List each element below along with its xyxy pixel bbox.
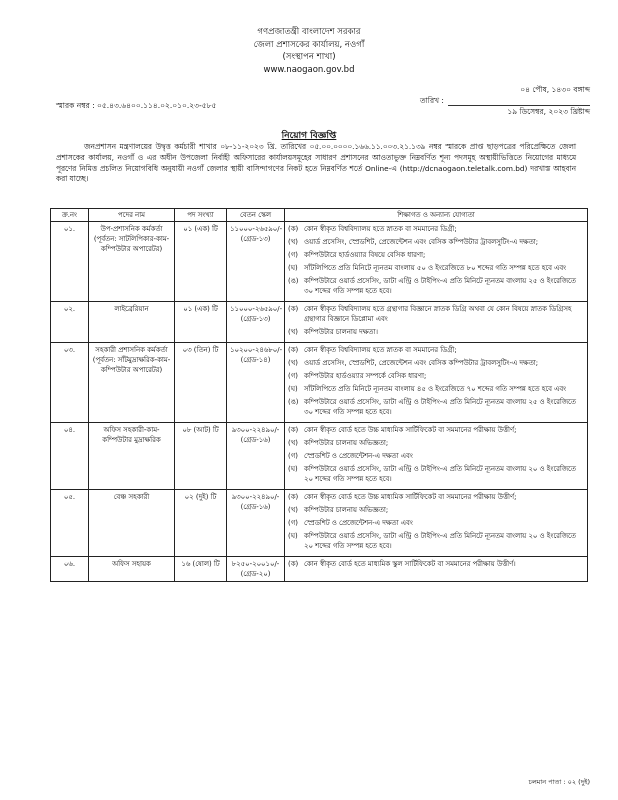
row-qualifications: [285, 557, 588, 582]
section-name: (সংস্থাপন শাখা): [282, 52, 336, 62]
qualification-text: সাঁটলিপিতে প্রতি মিনিটে ন্যূনতম বাংলায় ৪৫ ও ইংরেজিতে ৭০ শব্দের গতি সম্পন্ন হতে হবে এবং: [304, 385, 567, 393]
row-qualifications: [285, 222, 588, 302]
row-sl: ০৬.: [51, 557, 89, 582]
qualification-mark: (ক): [288, 560, 299, 568]
row-scale: ১১০০০-২৬৫৯০/- (গ্রেড-১৩): [227, 302, 285, 343]
row-count: ০৮ (আট) টি: [175, 423, 227, 490]
header-count: পদ সংখ্যা: [175, 209, 227, 222]
row-post: সহকারী প্রশাসনিক কর্মকর্তা (পূর্বতন: সাঁটমুদ্রাক্ষরিক-কাম-কম্পিউটার অপারেটর): [89, 343, 175, 423]
continuation-note: চলমান পাতা : ০২ (দুই): [528, 778, 590, 786]
row-sl: ০১.: [51, 222, 89, 302]
header-sl: ক্র.নং: [51, 209, 89, 222]
qualification-text: কোন স্বীকৃত বিশ্ববিদ্যালয় হতে গ্রন্থাগার বিজ্ঞানে স্নাতক ডিগ্রি অথবা যে কোন বিষয়ে স্নাতক ডিগ্রিসহ গ্রন্থাগার বিজ্ঞানে ডিপ্লোমা এবং: [304, 305, 572, 323]
qualification-item: [288, 263, 584, 273]
row-post: উপ-প্রশাসনিক কর্মকর্তা (পূর্বতন: সাটলিপিকার-কাম-কম্পিউটার অপারেটর): [89, 222, 175, 302]
qualification-text: কোন স্বীকৃত বিশ্ববিদ্যালয় হতে স্নাতক বা সমমানের ডিগ্রী;: [304, 346, 457, 354]
qualification-mark: (গ): [288, 372, 298, 380]
row-post: লাইব্রেরিয়ান: [89, 302, 175, 343]
qualification-item: [288, 358, 584, 368]
english-date: ১৯ ডিসেম্বর, ২০২৩ খ্রিষ্টাব্দ: [507, 107, 590, 116]
qualification-text: কম্পিউটারে ওয়ার্ড প্রসেসিং, ডাটা এন্ট্রি ও টাইপিং-এ প্রতি মিনিটে ন্যূনতম বাংলায় ২০ ও ইংরেজিতে ২০ শব্দের গতি সম্পন্ন হতে হবে।: [304, 465, 576, 483]
qualification-item: [288, 304, 584, 324]
qualification-item: [288, 559, 584, 569]
row-post: বেঞ্চ সহকারী: [89, 490, 175, 557]
qualification-item: [288, 531, 584, 551]
row-qualifications: [285, 490, 588, 557]
qualification-mark: (ক): [288, 493, 299, 501]
qualification-text: স্প্রেডশিট ও প্রেজেন্টেশন-এ দক্ষতা এবং: [304, 452, 413, 460]
qualification-item: [288, 371, 584, 381]
qualification-text: কম্পিউটারে ওয়ার্ড প্রসেসিং, ডাটা এন্ট্রি ও টাইপিং-এ প্রতি মিনিটে ন্যূনতম বাংলায় ২৫ ও ইংরেজিতে ৩০ শব্দের গতি সম্পন্ন হতে হবে।: [304, 398, 576, 416]
row-sl: ০৪.: [51, 423, 89, 490]
header-scale: বেতন স্কেল: [227, 209, 285, 222]
qualification-mark: (ঙ): [288, 398, 299, 406]
row-sl: ০৩.: [51, 343, 89, 423]
qualification-mark: (গ): [288, 519, 298, 527]
office-name: জেলা প্রশাসকের কার্যালয়, নওগাঁ: [253, 39, 365, 50]
table-row: [51, 423, 588, 490]
qualification-text: ওয়ার্ড প্রসেসিং, স্প্রেডশিট, প্রেজেন্টেশন এবং বেসিক কম্পিউটার ট্রাবলসুটিং-এ দক্ষতা;: [304, 238, 539, 246]
qualification-mark: (খ): [288, 328, 298, 336]
qualification-text: কোন স্বীকৃত বিশ্ববিদ্যালয় হতে স্নাতক বা সমমানের ডিগ্রী;: [304, 225, 457, 233]
row-count: ০১ (এক) টি: [175, 302, 227, 343]
qualification-text: স্প্রেডশিট ও প্রেজেন্টেশন-এ দক্ষতা এবং: [304, 519, 413, 527]
qualification-mark: (ঘ): [288, 532, 298, 540]
qualification-mark: (ঘ): [288, 264, 298, 272]
intro-paragraph: জনপ্রশাসন মন্ত্রণালয়ের উদ্বৃত্ত কর্মচারী শাখার ০৮-১১-২০২৩ খ্রি. তারিখের ০৫.০০.০০০০.১৬৬.১১.০০৩.২১.১৩৯ নম্বর স্মারকে প্রাপ্ত ছাড়পত্রের পরিপ্রেক্ষিতে জেলা প্রশাসকের কার্যালয়, নওগাঁ ও এর অধীন উপজেলা নির্বাহী অফিসারের কার্যালয়সমূহের সাধারণ প্রশাসনের আওতাভুক্ত নিম্নবর্ণিত শূন্য পদসমূহ অস্থায়ীভিত্তিতে নিয়োগের মাধ্যমে পূরণের নিমিত্ত প্রচলিত নিয়োগবিধি অনুযায়ী নওগাঁ জেলার স্থায়ী বাসিন্দাগণের নিকট হতে নিম্নবর্ণিত শর্তে Online-এ (http://dcnaogaon.teletalk.com.bd) দরখাস্ত আহবান করা যাচ্ছে।: [56, 142, 576, 184]
qualification-mark: (খ): [288, 359, 298, 367]
row-count: ০২ (দুই) টি: [175, 490, 227, 557]
table-header-row: [51, 209, 588, 222]
qualification-item: [288, 425, 584, 435]
qualification-item: [288, 451, 584, 461]
qualification-item: [288, 327, 584, 337]
qualification-item: [288, 464, 584, 484]
qualification-text: কম্পিউটার চালনায় অভিজ্ঞতা;: [304, 506, 389, 514]
bangla-date: ০৪ পৌষ, ১৪৩০ বঙ্গাব্দ: [520, 85, 590, 94]
qualification-mark: (গ): [288, 251, 298, 259]
qualification-item: [288, 345, 584, 355]
qualification-mark: (ক): [288, 346, 299, 354]
website: www.naogaon.gov.bd: [263, 64, 355, 75]
qualification-text: কোন স্বীকৃত বোর্ড হতে উচ্চ মাধ্যমিক সার্টিফিকেট বা সমমানের পরীক্ষায় উত্তীর্ণ;: [304, 426, 517, 434]
qualification-item: [288, 237, 584, 247]
qualification-text: কম্পিউটারে হার্ডওয়্যার বিষয়ে বেসিক ধারণা;: [304, 251, 426, 259]
govt-name: গণপ্রজাতন্ত্রী বাংলাদেশ সরকার: [257, 27, 361, 37]
row-scale: ৯৩০০-২২৪৯০/- (গ্রেড-১৬): [227, 490, 285, 557]
page-title: নিয়োগ বিজ্ঞপ্তি: [281, 131, 337, 141]
qualification-item: [288, 518, 584, 528]
row-count: ০৩ (তিন) টি: [175, 343, 227, 423]
row-qualifications: [285, 343, 588, 423]
table-row: [51, 343, 588, 423]
row-sl: ০২.: [51, 302, 89, 343]
qualification-text: কম্পিউটারে ওয়ার্ড প্রসেসিং, ডাটা এন্ট্রি ও টাইপিং-এ প্রতি মিনিটে ন্যূনতম বাংলায় ২৫ ও ইংরেজিতে ৩০ শব্দের গতি সম্পন্ন হতে হবে।: [304, 277, 576, 295]
vacancy-table: [50, 208, 588, 582]
qualification-item: [288, 438, 584, 448]
table-row: [51, 222, 588, 302]
header-qualification: শিক্ষাগত ও অন্যান্য যোগ্যতা: [285, 209, 588, 222]
row-sl: ০৫.: [51, 490, 89, 557]
row-scale: ৮২৫০-২০০১০/- (গ্রেড-২০): [227, 557, 285, 582]
row-post: অফিস সহকারী-কাম-কম্পিউটার মুদ্রাক্ষরিক: [89, 423, 175, 490]
qualification-item: [288, 250, 584, 260]
qualification-text: ওয়ার্ড প্রসেসিং, স্প্রেডশিট, প্রেজেন্টেশন এবং বেসিক কম্পিউটার ট্রাবলসুটিং-এ দক্ষতা;: [304, 359, 539, 367]
row-scale: ৯৩০০-২২৪৯০/- (গ্রেড-১৬): [227, 423, 285, 490]
qualification-mark: (খ): [288, 506, 298, 514]
row-post: অফিস সহায়ক: [89, 557, 175, 582]
row-scale: ১১০০০-২৬৫৯০/- (গ্রেড-১৩): [227, 222, 285, 302]
qualification-mark: (ক): [288, 225, 299, 233]
qualification-mark: (ক): [288, 426, 299, 434]
letterhead: [0, 26, 618, 76]
qualification-mark: (ক): [288, 305, 299, 313]
row-count: ১৬ (ষোল) টি: [175, 557, 227, 582]
table-row: [51, 490, 588, 557]
date-label: তারিখ :: [420, 96, 444, 105]
qualification-mark: (ঘ): [288, 465, 298, 473]
row-count: ০১ (এক) টি: [175, 222, 227, 302]
qualification-text: কম্পিউটারে ওয়ার্ড প্রসেসিং, ডাটা এন্ট্রি ও টাইপিং-এ প্রতি মিনিটে ন্যূনতম বাংলায় ২০ ও ইংরেজিতে ২০ শব্দের গতি সম্পন্ন হতে হবে।: [304, 532, 576, 550]
qualification-item: [288, 384, 584, 394]
header-post: পদের নাম: [89, 209, 175, 222]
qualification-text: কোন স্বীকৃত বোর্ড হতে মাধ্যমিক স্কুল সার্টিফিকেট বা সমমানের পরীক্ষায় উত্তীর্ণ।: [304, 560, 516, 568]
table-row: [51, 557, 588, 582]
qualification-text: সাঁটলিপিতে প্রতি মিনিটে ন্যূনতম বাংলায় ৫০ ও ইংরেজিতে ৮০ শব্দের গতি সম্পন্ন হতে হবে এবং: [304, 264, 567, 272]
qualification-item: [288, 276, 584, 296]
memo-number: স্মারক নম্বর : ০৫.৪৩.৬৪০০.১১৪.০২.০১০.২৩-৫৮৫: [56, 101, 217, 110]
qualification-mark: (গ): [288, 452, 298, 460]
qualification-mark: (ঘ): [288, 385, 298, 393]
date-block: [420, 84, 590, 117]
row-qualifications: [285, 423, 588, 490]
qualification-item: [288, 492, 584, 502]
qualification-item: [288, 397, 584, 417]
qualification-text: কম্পিউটার চালনায় অভিজ্ঞতা;: [304, 439, 389, 447]
qualification-text: কম্পিউটার হার্ডওয়্যার সম্পর্কে বেসিক ধারণা;: [304, 372, 427, 380]
table-body: [51, 222, 588, 582]
qualification-item: [288, 505, 584, 515]
qualification-mark: (ঙ): [288, 277, 299, 285]
qualification-mark: (খ): [288, 439, 298, 447]
row-scale: ১০২০০-২৪৬৮০/- (গ্রেড-১৪): [227, 343, 285, 423]
qualification-mark: (খ): [288, 238, 298, 246]
table-row: [51, 302, 588, 343]
qualification-text: কম্পিউটার চালনায় দক্ষতা।: [304, 328, 378, 336]
qualification-item: [288, 224, 584, 234]
qualification-text: কোন স্বীকৃত বোর্ড হতে উচ্চ মাধ্যমিক সার্টিফিকেট বা সমমানের পরীক্ষায় উত্তীর্ণ;: [304, 493, 517, 501]
row-qualifications: [285, 302, 588, 343]
